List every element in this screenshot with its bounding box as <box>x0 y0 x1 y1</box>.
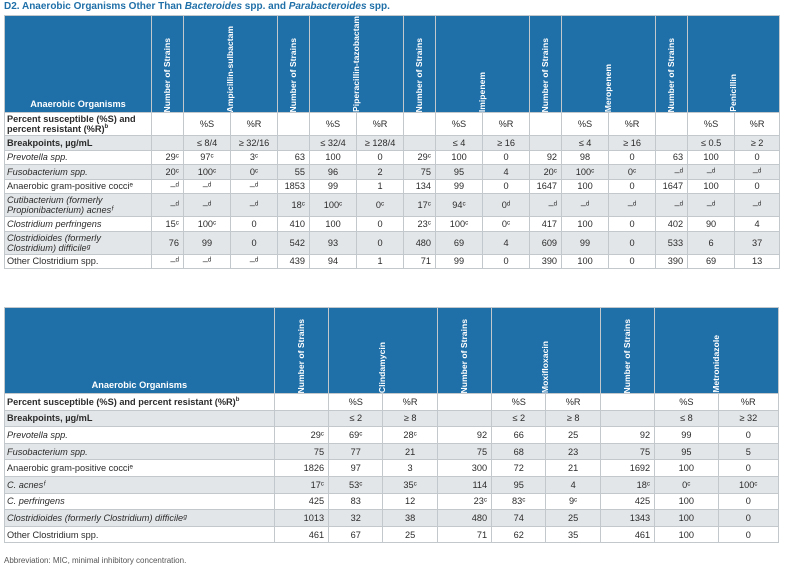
table-cell: 1 <box>357 179 404 194</box>
table-cell: –ᵈ <box>184 179 231 194</box>
table-cell: 390 <box>656 254 688 269</box>
table-cell: 23ᶜ <box>437 493 491 510</box>
table-cell: –ᵈ <box>184 194 231 217</box>
column-header: Number of Strains <box>540 37 551 112</box>
row-label: Prevotella spp. <box>5 427 275 444</box>
row-label: Anaerobic gram-positive cocciᵉ <box>5 460 275 477</box>
table-cell: 410 <box>278 217 310 232</box>
table-cell: 23ᶜ <box>404 217 436 232</box>
table-cell: 37 <box>735 231 780 254</box>
table-cell: 100ᶜ <box>562 165 609 180</box>
table-cell: 0 <box>357 217 404 232</box>
table-cell: 461 <box>274 526 328 543</box>
table-cell: %S <box>184 113 231 136</box>
table-cell: –ᵈ <box>688 165 735 180</box>
table-cell: 1647 <box>656 179 688 194</box>
table-cell: 1013 <box>274 510 328 527</box>
column-header-organisms: Anaerobic Organisms <box>5 308 275 394</box>
table-cell: %R <box>231 113 278 136</box>
column-header: Ampicillin-sulbactam <box>225 25 235 112</box>
table-cell: 94ᶜ <box>436 194 483 217</box>
table-row <box>5 526 779 543</box>
table-cell: ≥ 2 <box>735 136 780 151</box>
table-cell: 100ᶜ <box>436 217 483 232</box>
antibiotic-table-1 <box>4 15 780 269</box>
table-cell: –ᵈ <box>152 254 184 269</box>
table-cell: %S <box>655 394 718 411</box>
table-cell <box>152 136 184 151</box>
table-cell: 0 <box>609 150 656 165</box>
table-row <box>5 231 780 254</box>
table-row <box>5 217 780 232</box>
table-cell: 38 <box>383 510 437 527</box>
table-cell: 23 <box>546 443 600 460</box>
table-cell <box>530 113 562 136</box>
table-cell: 25 <box>383 526 437 543</box>
table-cell: 15ᶜ <box>152 217 184 232</box>
column-header: Number of Strains <box>414 37 425 112</box>
column-header: Metronidazole <box>711 335 722 393</box>
table-cell: 55 <box>278 165 310 180</box>
table-cell: 0 <box>609 254 656 269</box>
table-cell <box>600 410 654 427</box>
table-cell <box>274 394 328 411</box>
table-cell: 114 <box>437 476 491 493</box>
table-cell: 0 <box>718 460 778 477</box>
table-cell: 35ᶜ <box>383 476 437 493</box>
table-cell: %S <box>436 113 483 136</box>
table-cell: 99 <box>184 231 231 254</box>
column-header: Imipenem <box>477 71 488 112</box>
table-cell: 4 <box>735 217 780 232</box>
table-cell: 480 <box>404 231 436 254</box>
table-cell: 1343 <box>600 510 654 527</box>
table-cell: –ᵈ <box>184 254 231 269</box>
table-cell: 1826 <box>274 460 328 477</box>
row-label: Breakpoints, µg/mL <box>5 136 152 151</box>
table-cell: %S <box>688 113 735 136</box>
table-cell: 100ᶜ <box>310 194 357 217</box>
table-cell: 97 <box>329 460 383 477</box>
table-cell: 100 <box>562 254 609 269</box>
table-cell: 69 <box>688 254 735 269</box>
table-cell: 66 <box>492 427 546 444</box>
table-cell: 21 <box>546 460 600 477</box>
table-cell: –ᵈ <box>152 179 184 194</box>
table-cell: 542 <box>278 231 310 254</box>
table-cell <box>437 410 491 427</box>
table-cell: ≤ 2 <box>492 410 546 427</box>
column-header: Number of Strains <box>621 318 632 393</box>
table-cell <box>404 136 436 151</box>
table-cell: 29ᶜ <box>152 150 184 165</box>
table-cell: 17ᶜ <box>274 476 328 493</box>
row-label: Anaerobic gram-positive cocciᵉ <box>5 179 152 194</box>
table-cell: 402 <box>656 217 688 232</box>
table-cell <box>656 136 688 151</box>
table-cell: –ᵈ <box>688 194 735 217</box>
table-cell <box>278 136 310 151</box>
table-cell: %R <box>383 394 437 411</box>
table-cell: 609 <box>530 231 562 254</box>
column-header: Number of Strains <box>458 318 469 393</box>
table-cell: 18ᶜ <box>600 476 654 493</box>
table-cell: 25 <box>546 510 600 527</box>
table-cell: 75 <box>274 443 328 460</box>
table-cell <box>600 394 654 411</box>
table-cell: 1853 <box>278 179 310 194</box>
table-cell: 0 <box>357 150 404 165</box>
table-cell: 99 <box>562 231 609 254</box>
table-cell: 96 <box>310 165 357 180</box>
table-cell: 20ᶜ <box>152 165 184 180</box>
table-cell: 390 <box>530 254 562 269</box>
table-cell: 0 <box>483 150 530 165</box>
table-cell: 100ᶜ <box>718 476 778 493</box>
table-cell: 74 <box>492 510 546 527</box>
table-cell: ≤ 32/4 <box>310 136 357 151</box>
table-cell <box>404 113 436 136</box>
column-header: Meropenem <box>603 63 614 112</box>
breakpoints-row <box>5 136 780 151</box>
row-label: Clostridioides (formerly Clostridium) difficileᵍ <box>5 231 152 254</box>
table-cell: 439 <box>278 254 310 269</box>
table-cell: 100 <box>688 179 735 194</box>
row-label: Prevotella spp. <box>5 150 152 165</box>
table-cell: 0 <box>357 231 404 254</box>
table-cell: 92 <box>600 427 654 444</box>
table-cell: ≤ 2 <box>329 410 383 427</box>
table-cell: –ᵈ <box>152 194 184 217</box>
table-cell: –ᵈ <box>231 179 278 194</box>
table-cell: –ᵈ <box>530 194 562 217</box>
table-cell <box>530 136 562 151</box>
table-cell: 17ᶜ <box>404 194 436 217</box>
table-cell: 0 <box>231 231 278 254</box>
breakpoints-row <box>5 410 779 427</box>
table-cell: %S <box>492 394 546 411</box>
table-cell: 100 <box>688 150 735 165</box>
table-cell: 0 <box>735 150 780 165</box>
table-cell: 75 <box>404 165 436 180</box>
table-cell: 35 <box>546 526 600 543</box>
table-cell <box>152 113 184 136</box>
table-cell: 69ᶜ <box>329 427 383 444</box>
table-cell: 100 <box>562 179 609 194</box>
table-cell: 72 <box>492 460 546 477</box>
table-cell: %R <box>735 113 780 136</box>
table-cell: 0 <box>609 179 656 194</box>
table-cell: ≥ 8 <box>546 410 600 427</box>
table-row <box>5 194 780 217</box>
table-cell: 0 <box>609 231 656 254</box>
table-cell: –ᵈ <box>656 194 688 217</box>
table-cell: 29ᶜ <box>404 150 436 165</box>
table-cell: 100 <box>310 150 357 165</box>
table-cell <box>278 113 310 136</box>
table-cell: 0ᵈ <box>483 194 530 217</box>
table-cell: 68 <box>492 443 546 460</box>
table-cell: 100 <box>310 217 357 232</box>
table-cell: 0 <box>609 217 656 232</box>
table-cell <box>656 113 688 136</box>
table-cell: ≤ 8/4 <box>184 136 231 151</box>
table-cell: 1647 <box>530 179 562 194</box>
table-cell: 29ᶜ <box>274 427 328 444</box>
table-cell: 134 <box>404 179 436 194</box>
table-cell: %R <box>483 113 530 136</box>
table-cell: 63 <box>278 150 310 165</box>
table-cell: 2 <box>357 165 404 180</box>
table-row <box>5 493 779 510</box>
row-label: Other Clostridium spp. <box>5 254 152 269</box>
table-cell: 25 <box>546 427 600 444</box>
row-label: Clostridium perfringens <box>5 217 152 232</box>
table-cell: 53ᶜ <box>329 476 383 493</box>
table-cell: 28ᶜ <box>383 427 437 444</box>
table-cell: 95 <box>436 165 483 180</box>
table-cell: ≥ 8 <box>383 410 437 427</box>
percent-row <box>5 394 779 411</box>
table-cell: –ᵈ <box>656 165 688 180</box>
table-cell: 75 <box>600 443 654 460</box>
table-cell: 0 <box>718 493 778 510</box>
table-cell: %S <box>329 394 383 411</box>
table-cell: 77 <box>329 443 383 460</box>
table-cell: 100 <box>655 460 718 477</box>
table-cell: 3 <box>383 460 437 477</box>
table-cell: 425 <box>274 493 328 510</box>
table-cell: 20ᶜ <box>530 165 562 180</box>
table-cell: –ᵈ <box>562 194 609 217</box>
table-cell: 4 <box>546 476 600 493</box>
column-header-organisms: Anaerobic Organisms <box>5 16 152 113</box>
table-cell: 100 <box>655 526 718 543</box>
table-row <box>5 510 779 527</box>
table-cell: 0 <box>231 217 278 232</box>
table-cell: 0 <box>718 510 778 527</box>
table-cell: 83 <box>329 493 383 510</box>
table-cell: 100 <box>655 510 718 527</box>
table-cell: %S <box>562 113 609 136</box>
table-cell: ≥ 16 <box>483 136 530 151</box>
table-cell: 100 <box>436 150 483 165</box>
row-label: Clostridioides (formerly Clostridium) difficileᵍ <box>5 510 275 527</box>
table-cell: ≥ 128/4 <box>357 136 404 151</box>
table-cell: 1692 <box>600 460 654 477</box>
table-cell: 93 <box>310 231 357 254</box>
table-cell: 99 <box>310 179 357 194</box>
table-row <box>5 150 780 165</box>
table-cell: 32 <box>329 510 383 527</box>
row-label: Other Clostridium spp. <box>5 526 275 543</box>
row-label: C. acnesᶠ <box>5 476 275 493</box>
column-header: Number of Strains <box>288 37 298 112</box>
table-cell: 0 <box>483 179 530 194</box>
column-header: Number of Strains <box>161 37 172 112</box>
table-cell: 3ᶜ <box>231 150 278 165</box>
table-cell: 92 <box>437 427 491 444</box>
table-cell: ≤ 0.5 <box>688 136 735 151</box>
table-row <box>5 460 779 477</box>
row-label: C. perfringens <box>5 493 275 510</box>
table-cell: 92 <box>530 150 562 165</box>
row-label: Breakpoints, µg/mL <box>5 410 275 427</box>
table-cell: 0 <box>483 254 530 269</box>
table-cell: ≥ 16 <box>609 136 656 151</box>
row-label: Percent susceptible (%S) and percent resistant $(\%R)^b$ <box>5 113 152 136</box>
table-cell: 97ᶜ <box>184 150 231 165</box>
table-cell: %R <box>546 394 600 411</box>
table-row <box>5 476 779 493</box>
table-cell: 480 <box>437 510 491 527</box>
table-title: D2. Anaerobic Organisms Other Than Bacteroides spp. and Parabacteroides spp. <box>4 1 390 12</box>
table-cell: 100 <box>655 493 718 510</box>
column-header: Piperacillin-tazobactam <box>351 16 362 112</box>
table-cell: 95 <box>655 443 718 460</box>
table-row <box>5 427 779 444</box>
table-cell: 21 <box>383 443 437 460</box>
table-cell: ≥ 32 <box>718 410 778 427</box>
row-label: Fusobacterium spp. <box>5 165 152 180</box>
table-cell: 0ᶜ <box>655 476 718 493</box>
table-cell: 0ᶜ <box>357 194 404 217</box>
row-label: Percent susceptible (%S) and percent resistant $(\%R)^b$ <box>5 394 275 411</box>
table-cell: 4 <box>483 231 530 254</box>
table-cell: –ᵈ <box>735 165 780 180</box>
table-cell: 4 <box>483 165 530 180</box>
table-cell: 0ᶜ <box>609 165 656 180</box>
table-cell: 71 <box>404 254 436 269</box>
table-cell: 90 <box>688 217 735 232</box>
footnote: Abbreviation: MIC, minimal inhibitory concentration. <box>4 556 187 565</box>
column-header: Number of Strains <box>295 318 306 393</box>
table-cell: 425 <box>600 493 654 510</box>
table-row <box>5 179 780 194</box>
table-cell: 99 <box>436 254 483 269</box>
table-cell: 12 <box>383 493 437 510</box>
table-cell: 100ᶜ <box>184 217 231 232</box>
table-cell: 0 <box>718 526 778 543</box>
column-header: Clindamycin <box>377 341 388 393</box>
table-cell: 67 <box>329 526 383 543</box>
table-cell: 99 <box>436 179 483 194</box>
table-cell: 76 <box>152 231 184 254</box>
table-cell: 18ᶜ <box>278 194 310 217</box>
table-cell: %R <box>357 113 404 136</box>
table-cell <box>437 394 491 411</box>
table-cell: 98 <box>562 150 609 165</box>
table-cell: –ᵈ <box>231 254 278 269</box>
table-cell: 5 <box>718 443 778 460</box>
table-cell: 95 <box>492 476 546 493</box>
table-cell: ≤ 4 <box>562 136 609 151</box>
table-cell: 461 <box>600 526 654 543</box>
header-row <box>5 308 779 394</box>
table-cell: 100 <box>562 217 609 232</box>
row-label: Fusobacterium spp. <box>5 443 275 460</box>
header-row <box>5 16 780 113</box>
table-cell: –ᵈ <box>609 194 656 217</box>
table-cell <box>274 410 328 427</box>
table-cell: 83ᶜ <box>492 493 546 510</box>
table-cell: ≤ 8 <box>655 410 718 427</box>
table-cell: 300 <box>437 460 491 477</box>
table-row <box>5 165 780 180</box>
table-cell: %R <box>718 394 778 411</box>
table-cell: –ᵈ <box>231 194 278 217</box>
row-label: Cutibacterium (formerly Propionibacterium) acnesᶠ <box>5 194 152 217</box>
table-cell: ≤ 4 <box>436 136 483 151</box>
table-cell: 100ᶜ <box>184 165 231 180</box>
table-cell: 94 <box>310 254 357 269</box>
table-cell: 1 <box>357 254 404 269</box>
table-cell: 69 <box>436 231 483 254</box>
table-cell: 71 <box>437 526 491 543</box>
table-cell: 99 <box>655 427 718 444</box>
column-header: Moxifloxacin <box>540 340 551 393</box>
table-cell: ≥ 32/16 <box>231 136 278 151</box>
column-header: Number of Strains <box>666 37 677 112</box>
column-header: Penicillin <box>728 74 739 112</box>
table-cell: 417 <box>530 217 562 232</box>
table-cell: 13 <box>735 254 780 269</box>
table-cell: %R <box>609 113 656 136</box>
table-cell: 0 <box>718 427 778 444</box>
table-cell: %S <box>310 113 357 136</box>
table-cell: 63 <box>656 150 688 165</box>
table-cell: 9ᶜ <box>546 493 600 510</box>
percent-row <box>5 113 780 136</box>
table-cell: 0ᶜ <box>231 165 278 180</box>
table-cell: 62 <box>492 526 546 543</box>
table-row <box>5 443 779 460</box>
table-cell: 75 <box>437 443 491 460</box>
table-cell: –ᵈ <box>735 194 780 217</box>
table-row <box>5 254 780 269</box>
antibiotic-table-2 <box>4 307 779 543</box>
table-cell: 0ᶜ <box>483 217 530 232</box>
table-cell: 533 <box>656 231 688 254</box>
table-cell: 6 <box>688 231 735 254</box>
table-cell: 0 <box>735 179 780 194</box>
